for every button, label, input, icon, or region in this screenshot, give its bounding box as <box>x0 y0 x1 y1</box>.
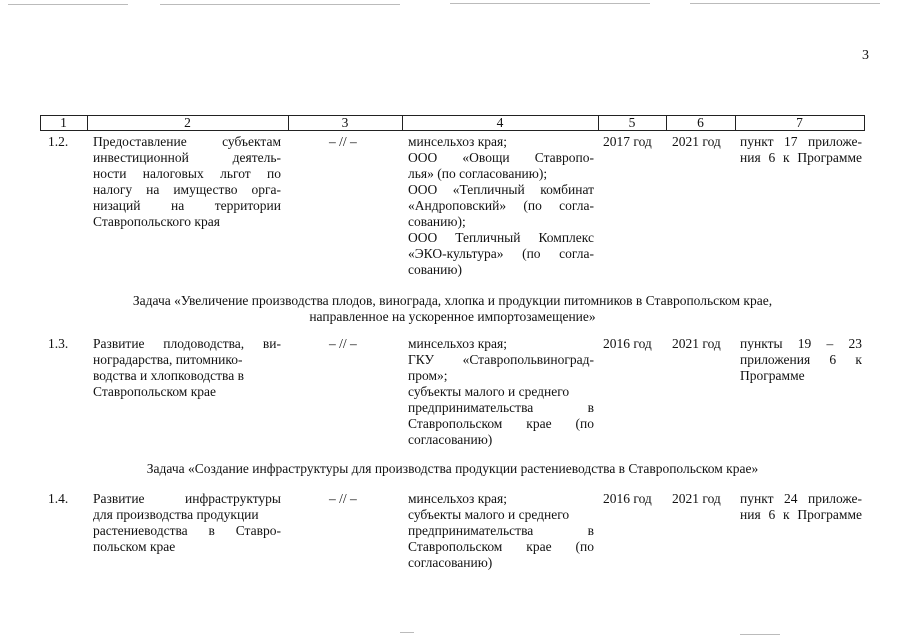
program-reference <box>740 134 862 166</box>
measure-name-line: Развитие инфраструктуры <box>93 491 281 506</box>
task-heading-line: Задача «Увеличение производства плодов, винограда, хлопка и продукции питомников в Ставропольском крае, <box>132 293 773 308</box>
responsible-line: пром»; <box>408 368 448 383</box>
measure-name-line: Ставропольского края <box>93 214 220 229</box>
responsible-line: предпринимательства в <box>408 523 594 538</box>
year-start: 2016 год <box>603 491 652 506</box>
header-col-7: 7 <box>796 115 803 130</box>
responsible-line: ООО Тепличный Комплекс <box>408 230 594 245</box>
task-heading <box>40 461 865 477</box>
measure-name-line: налогу на имущество орга- <box>93 182 281 197</box>
measure-name-line: инвестиционной деятель- <box>93 150 281 165</box>
year-end: 2021 год <box>672 134 721 149</box>
executor: – // – <box>329 134 357 149</box>
scan-artifact <box>740 634 780 635</box>
measure-name-line: польском крае <box>93 539 176 554</box>
measure-name-line: водства и хлопководства в <box>93 368 244 383</box>
reference-line: пункт 24 приложе- <box>740 491 862 506</box>
scan-artifact <box>690 3 880 4</box>
responsible-line: согласованию) <box>408 555 493 570</box>
executor: – // – <box>329 336 357 351</box>
year-end: 2021 год <box>672 491 721 506</box>
measure-name-line: Предоставление субъектам <box>93 134 281 149</box>
header-col-1: 1 <box>60 115 67 130</box>
scan-artifact <box>450 3 650 4</box>
responsible <box>408 491 594 571</box>
reference-line: пункт 17 приложе- <box>740 134 862 149</box>
scan-artifact <box>400 632 414 633</box>
year-start: 2017 год <box>603 134 652 149</box>
reference-line: Программе <box>740 368 805 383</box>
responsible-line: ООО «Тепличный комбинат <box>408 182 594 197</box>
reference-line: ния 6 к Программе <box>740 507 862 522</box>
measure-name <box>93 336 281 400</box>
responsible-line: «Андроповский» (по согла- <box>408 198 594 213</box>
responsible-line: Ставропольском крае (по <box>408 539 594 554</box>
responsible-line: согласованию) <box>408 432 493 447</box>
row-number: 1.4. <box>48 491 69 506</box>
responsible-line: лья» (по согласованию); <box>408 166 548 181</box>
program-reference <box>740 336 862 384</box>
page-number: 3 <box>862 48 869 63</box>
row-number: 1.2. <box>48 134 69 149</box>
reference-line: приложения 6 к <box>740 352 862 367</box>
year-start: 2016 год <box>603 336 652 351</box>
responsible-line: Ставропольском крае (по <box>408 416 594 431</box>
executor: – // – <box>329 491 357 506</box>
task-heading-line: направленное на ускоренное импортозамещение» <box>309 309 596 324</box>
header-col-2: 2 <box>184 115 191 130</box>
responsible-line: субъекты малого и среднего <box>408 384 570 399</box>
responsible-line: предпринимательства в <box>408 400 594 415</box>
responsible <box>408 336 594 448</box>
responsible-line: ООО «Овощи Ставропо- <box>408 150 594 165</box>
measure-name <box>93 134 281 230</box>
header-col-6: 6 <box>697 115 704 130</box>
measure-name-line: растениеводства в Ставро- <box>93 523 281 538</box>
reference-line: пункты 19 – 23 <box>740 336 862 351</box>
program-reference <box>740 491 862 523</box>
header-col-5: 5 <box>628 115 636 130</box>
scan-artifact <box>160 4 400 5</box>
task-heading-line: Задача «Создание инфраструктуры для производства продукции растениеводства в Ставропольском крае» <box>146 461 759 476</box>
row-number: 1.3. <box>48 336 69 351</box>
responsible-line: ГКУ «Ставропольвиноград- <box>408 352 594 367</box>
task-heading <box>40 293 865 325</box>
measure-name-line: для производства продукции <box>93 507 259 522</box>
responsible-line: минсельхоз края; <box>408 336 507 351</box>
measure-name-line: Ставропольском крае <box>93 384 217 399</box>
responsible-line: сованию); <box>408 214 466 229</box>
measure-name-line: ноградарства, питомнико- <box>93 352 243 367</box>
header-col-3: 3 <box>341 115 349 130</box>
responsible <box>408 134 594 278</box>
year-end: 2021 год <box>672 336 721 351</box>
reference-line: ния 6 к Программе <box>740 150 862 165</box>
responsible-line: «ЭКО-культура» (по согла- <box>408 246 594 261</box>
responsible-line: минсельхоз края; <box>408 134 507 149</box>
measure-name-line: низаций на территории <box>93 198 281 213</box>
responsible-line: сованию) <box>408 262 462 277</box>
responsible-line: минсельхоз края; <box>408 491 507 506</box>
header-col-4: 4 <box>496 115 504 130</box>
measure-name-line: Развитие плодоводства, ви- <box>93 336 281 351</box>
measure-name <box>93 491 281 555</box>
responsible-line: субъекты малого и среднего <box>408 507 570 522</box>
measure-name-line: ности налоговых льгот по <box>93 166 281 181</box>
scan-artifact <box>8 4 128 5</box>
